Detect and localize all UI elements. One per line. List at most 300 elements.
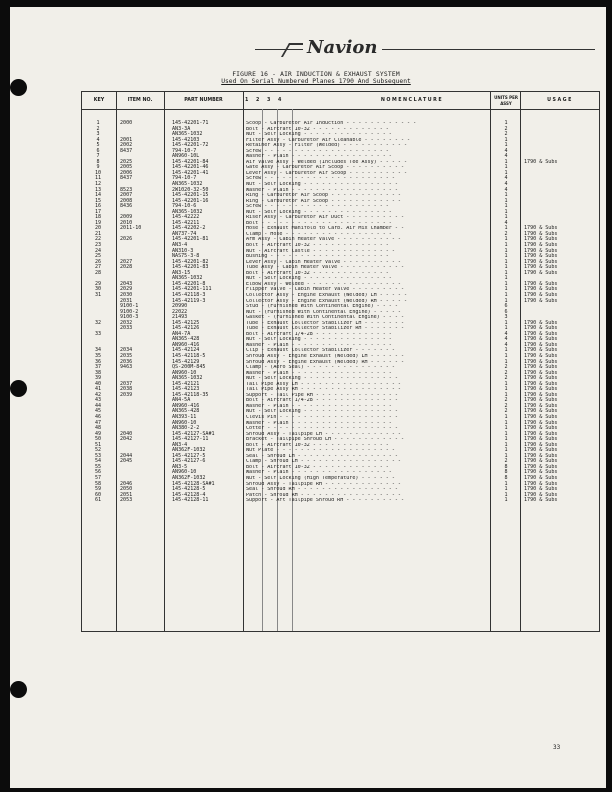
units-cell: 1: [504, 419, 508, 426]
part-number-cell: 145-42201-81: [172, 236, 209, 243]
key-cell: 22: [94, 236, 102, 243]
part-number-cell: 145-42201-71: [172, 120, 209, 126]
key-cell: 13: [94, 186, 102, 193]
nomenclature-cell: Bracket - Tailpipe Shroud LH - - - - - - - - - - - -: [246, 437, 405, 443]
nomenclature-cell: Collector Assy - Engine Exhaust (Welded) LH - - - - -: [246, 292, 408, 298]
part-number-cell: 145-42222: [172, 214, 200, 221]
key-cell: 27: [94, 264, 102, 271]
usage-cell: 1790 & Subs: [524, 491, 558, 498]
key-cell: 20: [94, 225, 102, 232]
units-cell: 1: [504, 280, 508, 287]
item-no-cell: 2031: [120, 297, 133, 304]
units-cell: 1: [504, 242, 508, 249]
nomenclature-cell: Bolt - Aircraft 1/4-28 - - - - - - - - - - - - -: [246, 331, 392, 337]
units-cell: 4: [504, 330, 508, 337]
navion-logo: [255, 35, 595, 65]
item-no-cell: 2038: [120, 386, 133, 393]
item-no-cell: 2043: [120, 280, 133, 287]
item-no-cell: 2035: [120, 352, 133, 359]
key-cell: 7: [96, 153, 100, 160]
key-cell: 43: [94, 397, 102, 404]
key-cell: 12: [94, 181, 102, 188]
units-cell: 3: [504, 314, 508, 321]
units-cell: 4: [504, 153, 508, 160]
key-cell: 56: [94, 469, 102, 476]
part-number-cell: 145-42124: [172, 347, 200, 354]
part-number-cell: AN362F-1032: [172, 475, 206, 481]
usage-cell: 1790 & Subs: [524, 430, 558, 437]
key-cell: 37: [94, 364, 102, 371]
part-number-cell: 145-42127-6: [172, 458, 206, 465]
units-cell: 1: [504, 169, 508, 176]
nomenclature-cell: Elbow Assy - Welded - - - - - - - - - - - - - - - -: [246, 281, 401, 287]
usage-cell: 1790 & Subs: [524, 291, 558, 298]
item-no-cell: 2000: [120, 120, 133, 126]
parts-table: [81, 91, 600, 632]
units-cell: 4: [504, 341, 508, 348]
key-cell: 25: [94, 253, 102, 260]
item-no-cell: 2028: [120, 264, 133, 271]
units-cell: 1: [504, 436, 508, 443]
item-no-cell: 2029: [120, 286, 133, 293]
units-cell: 1: [504, 358, 508, 365]
usage-cell: 1790 & Subs: [524, 347, 558, 354]
usage-cell: 1790 & Subs: [524, 297, 558, 304]
part-number-cell: AN960-416: [172, 341, 200, 348]
usage-cell: 1790 & Subs: [524, 230, 558, 237]
usage-cell: 1790 & Subs: [524, 325, 558, 332]
nomenclature-cell: Gasket - (Furnished With Continental Engine) - - - -: [246, 315, 405, 321]
nomenclature-cell: Nut - Self Locking - - - - - - - - - - - - - - - -: [246, 182, 398, 188]
part-number-cell: AN3-4: [172, 441, 188, 448]
nomenclature-cell: Lever Assy - Cabin Heater Valve - - - - - - - - - -: [246, 259, 401, 265]
key-cell: 33: [94, 330, 102, 337]
usage-cell: 1790 & Subs: [524, 380, 558, 387]
part-number-cell: 145-42118-5: [172, 352, 206, 359]
units-cell: 6: [504, 303, 508, 310]
units-cell: 1: [504, 158, 508, 165]
part-number-cell: AN365-428: [172, 408, 200, 415]
nomenclature-cell: Bushing - - - - - - - - - - - - - - - - - - - -: [246, 254, 389, 260]
usage-cell: 1790 & Subs: [524, 369, 558, 376]
part-number-cell: 145-42201-15: [172, 192, 209, 199]
key-cell: 55: [94, 463, 102, 470]
item-no-cell: 2005: [120, 164, 133, 171]
key-cell: 14: [94, 192, 102, 199]
part-number-cell: AN737-74: [172, 230, 197, 237]
item-no-cell: 2034: [120, 347, 133, 354]
nomenclature-cell: Tube - Exhaust Collector Stabilizer RH - - - - - - -: [246, 326, 405, 332]
item-no-cell: 2040: [120, 430, 133, 437]
key-cell: 3: [96, 131, 100, 138]
item-no-cell: 2009: [120, 214, 133, 221]
nomenclature-cell: Seal - Shroud LH - - - - - - - - - - - - - - - - -: [246, 453, 398, 459]
part-number-cell: 145-42128-SA#1: [172, 480, 215, 487]
table-body: [82, 121, 599, 504]
units-cell: 1: [504, 275, 508, 282]
units-cell: 6: [504, 308, 508, 315]
units-cell: 1: [504, 386, 508, 393]
part-number-cell: 145-42201-82: [172, 258, 209, 265]
units-cell: 1: [504, 497, 508, 504]
nomenclature-cell: Patch - Shroud RH - - - - - - - - - - - - - - - - -: [246, 492, 401, 498]
key-cell: 39: [94, 375, 102, 382]
part-number-cell: 145-42123: [172, 386, 200, 393]
usage-cell: 1790 & Subs: [524, 458, 558, 465]
usage-cell: 1790 & Subs: [524, 375, 558, 382]
units-cell: 1: [504, 491, 508, 498]
units-cell: 1: [504, 164, 508, 171]
nomenclature-cell: Washer - Plain - - - - - - - - - - - - - - - - -: [246, 420, 392, 426]
usage-cell: 1790 & Subs: [524, 452, 558, 459]
nomenclature-cell: Tail Pipe Assy RH - - - - - - - - - - - - - - - - -: [246, 387, 401, 393]
figure-subtitle: Used On Serial Numbered Planes 1790 And Subsequent: [221, 78, 411, 85]
usage-cell: 1790 & Subs: [524, 258, 558, 265]
units-cell: 4: [504, 147, 508, 154]
part-number-cell: 145-42118-3: [172, 291, 206, 298]
part-number-cell: NAS75-3-8: [172, 253, 200, 260]
part-number-cell: 794-10-7: [172, 147, 197, 154]
part-number-cell: AN3-4: [172, 242, 188, 249]
nomenclature-cell: Nut - Aircraft Castle - - - - - - - - - - - - - -: [246, 248, 395, 254]
units-cell: 2: [504, 364, 508, 371]
units-cell: 2: [504, 458, 508, 465]
part-number-cell: 145-42125: [172, 319, 200, 326]
item-no-cell: 2026: [120, 236, 133, 243]
part-number-cell: AN960-10L: [172, 153, 200, 160]
binder-hole: [10, 79, 27, 96]
usage-cell: 1790 & Subs: [524, 319, 558, 326]
nomenclature-cell: Bolt - Aircraft 10-32 - - - - - - - - - - - - -: [246, 270, 389, 276]
usage-cell: 1790 & Subs: [524, 247, 558, 254]
key-cell: 45: [94, 408, 102, 415]
item-no-cell: 8523: [120, 186, 133, 193]
part-number-cell: 145-42201-72: [172, 142, 209, 149]
item-no-cell: 2037: [120, 380, 133, 387]
key-cell: 41: [94, 386, 102, 393]
units-cell: 1: [504, 203, 508, 210]
item-no-cell: 2045: [120, 458, 133, 465]
units-cell: 2: [504, 397, 508, 404]
nomenclature-cell: Nut - Self Locking - - - - - - - - - - - - - - -: [246, 132, 392, 138]
units-cell: 1: [504, 192, 508, 199]
usage-cell: 1790 & Subs: [524, 441, 558, 448]
usage-cell: 1790 & Subs: [524, 242, 558, 249]
item-no-cell: 2044: [120, 452, 133, 459]
part-number-cell: 21493: [172, 314, 188, 321]
key-cell: 19: [94, 219, 102, 226]
nomenclature-cell: Washer - Plain - - - - - - - - - - - - - - - - - -: [246, 187, 398, 193]
item-no-cell: 2006: [120, 169, 133, 176]
key-cell: 28: [94, 269, 102, 276]
units-cell: 1: [504, 352, 508, 359]
key-cell: 17: [94, 208, 102, 215]
item-no-cell: 2030: [120, 291, 133, 298]
units-cell: 1: [504, 430, 508, 437]
part-number-cell: AN3-5: [172, 463, 188, 470]
item-no-cell: 2053: [120, 497, 133, 504]
units-cell: 1: [504, 258, 508, 265]
nomenclature-cell: Nut - Self Locking - - - - - - - - - - - - - - -: [246, 209, 392, 215]
table-header: [82, 92, 599, 110]
nomenclature-cell: Clamp - Hose - - - - - - - - - - - - - - - - - -: [246, 231, 392, 237]
key-cell: 54: [94, 458, 102, 465]
usage-cell: 1790 & Subs: [524, 253, 558, 260]
nomenclature-cell: Arm Assy - Cabin Heater Valve - - - - - - - - - - -: [246, 237, 401, 243]
item-no-cell: 2050: [120, 486, 133, 493]
item-no-cell: 9100-1: [120, 303, 139, 310]
item-no-cell: 2011-10: [120, 225, 142, 232]
nomenclature-cell: Filter Assy - Carburetor Air Cleanable - - - - - - - -: [246, 137, 411, 143]
units-cell: 1: [504, 269, 508, 276]
part-number-cell: AN4-7A: [172, 330, 191, 337]
usage-cell: 1790 & Subs: [524, 225, 558, 232]
key-cell: 57: [94, 475, 102, 481]
usage-cell: 1790 & Subs: [524, 358, 558, 365]
part-number-cell: 145-42201-16: [172, 197, 209, 204]
nomenclature-cell: Nut - Self Locking - - - - - - - - - - - - - - - -: [246, 376, 398, 382]
units-cell: 8: [504, 475, 508, 481]
usage-cell: 1790 & Subs: [524, 286, 558, 293]
key-cell: 24: [94, 247, 102, 254]
key-cell: 18: [94, 214, 102, 221]
units-cell: 2: [504, 408, 508, 415]
part-number-cell: 145-42103: [172, 136, 200, 143]
usage-cell: 1790 & Subs: [524, 336, 558, 343]
usage-cell: 1790 & Subs: [524, 352, 558, 359]
item-no-cell: 2036: [120, 358, 133, 365]
part-number-cell: AN310-3: [172, 247, 194, 254]
key-cell: 31: [94, 291, 102, 298]
usage-cell: 1790 & Subs: [524, 341, 558, 348]
usage-cell: 1790 & Subs: [524, 408, 558, 415]
part-number-cell: AN3-15: [172, 269, 191, 276]
units-cell: 1: [504, 253, 508, 260]
nomenclature-cell: Nut Plate - - - - - - - - - - - - - - - - - - - -: [246, 448, 395, 454]
part-number-cell: AN365-1032: [172, 181, 203, 188]
part-number-cell: AN4-5A: [172, 397, 191, 404]
usage-cell: 1790 & Subs: [524, 475, 558, 481]
units-cell: 1: [504, 286, 508, 293]
item-no-cell: 2001: [120, 136, 133, 143]
nomenclature-cell: Cotter - - - - - - - - - - - - - - - - - - - - - -: [246, 426, 398, 432]
part-number-cell: 22022: [172, 308, 188, 315]
usage-cell: 1790 & Subs: [524, 158, 558, 165]
units-cell: 2: [504, 131, 508, 138]
part-number-cell: 145-42127-5: [172, 452, 206, 459]
key-cell: 30: [94, 286, 102, 293]
part-number-cell: AN960-416: [172, 402, 200, 409]
units-cell: 4: [504, 181, 508, 188]
part-number-cell: 794-10-6: [172, 203, 197, 210]
units-cell: 2: [504, 375, 508, 382]
key-cell: 1: [96, 120, 100, 126]
key-cell: 49: [94, 430, 102, 437]
key-cell: 59: [94, 486, 102, 493]
units-cell: 1: [504, 142, 508, 149]
nomenclature-cell: Clevis Pin - - - - - - - - - - - - - - - - - - - -: [246, 414, 398, 420]
part-number-cell: 145-42127-SA#1: [172, 430, 215, 437]
usage-cell: 1790 & Subs: [524, 364, 558, 371]
key-cell: 8: [96, 158, 100, 165]
key-cell: 47: [94, 419, 102, 426]
nomenclature-cell: Support - Tail Pipe RH - - - - - - - - - - - - - -: [246, 392, 398, 398]
usage-cell: 1790 & Subs: [524, 497, 558, 504]
nomenclature-cell: Shroud Assy - Engine Exhaust (Welded) LH - - - - - -: [246, 353, 405, 359]
parts-list-page: [10, 7, 606, 788]
key-cell: 9: [96, 164, 100, 171]
units-cell: 1: [504, 247, 508, 254]
key-cell: 2: [96, 125, 100, 132]
nomenclature-cell: Screw - - - - - - - - - - - - - - - - - - - - -: [246, 204, 389, 210]
units-cell: 1: [504, 486, 508, 493]
item-no-cell: 2002: [120, 142, 133, 149]
part-number-cell: AN365-1032: [172, 131, 203, 138]
nomenclature-cell: Collector Assy - Engine Exhaust (Welded) RH - - - - -: [246, 298, 408, 304]
usage-cell: 1790 & Subs: [524, 397, 558, 404]
usage-cell: 1790 & Subs: [524, 447, 558, 454]
header-item-no: ITEM NO.: [127, 98, 153, 103]
nomenclature-cell: Clamp - Shroud LH - - - - - - - - - - - - - - - - -: [246, 459, 401, 465]
units-cell: 4: [504, 219, 508, 226]
nomenclature-cell: Gate Assy - Carburetor Air Scoop - - - - - - - - - -: [246, 165, 405, 171]
key-cell: 32: [94, 319, 102, 326]
nomenclature-cell: Tube Assy - Cabin Heater Valve - - - - - - - - - - -: [246, 265, 405, 271]
usage-cell: 1790 & Subs: [524, 463, 558, 470]
part-number-cell: 145-42211: [172, 219, 200, 226]
item-no-cell: 2033: [120, 325, 133, 332]
part-number-cell: 145-42119-3: [172, 297, 206, 304]
nomenclature-cell: Riser Assy - Carburetor Air Duct - - - - - - - - - -: [246, 215, 405, 221]
nomenclature-cell: Nut - Self Locking - - - - - - - - - - - - - - -: [246, 276, 392, 282]
part-number-cell: 2W1020-32-50: [172, 186, 209, 193]
nomenclature-cell: Washer - Plain - - - - - - - - - - - - - - - - -: [246, 403, 392, 409]
nomenclature-cell: Shroud Assy - Tailpipe LH - - - - - - - - - - - - -: [246, 431, 401, 437]
units-cell: 2: [504, 230, 508, 237]
page-number: 33: [553, 744, 561, 751]
key-cell: 38: [94, 369, 102, 376]
key-cell: 36: [94, 358, 102, 365]
nomenclature-cell: Washer - Plain - - - - - - - - - - - - - - - - -: [246, 370, 392, 376]
usage-cell: 1790 & Subs: [524, 386, 558, 393]
part-number-cell: 145-42201-46: [172, 164, 209, 171]
units-cell: 1: [504, 325, 508, 332]
part-number-cell: 145-42201-41: [172, 169, 209, 176]
nomenclature-cell: Washer - Plain - - - - - - - - - - - - - - - - -: [246, 342, 392, 348]
part-number-cell: AN380-2-2: [172, 425, 200, 432]
nomenclature-cell: Hose - Exhaust Manifold to Carb. Air Mix Chamber - -: [246, 226, 405, 232]
header-part-number: PART NUMBER: [184, 98, 223, 103]
part-number-cell: AN393-11: [172, 413, 197, 420]
units-cell: 1: [504, 480, 508, 487]
nomenclature-cell: Bolt - Aircraft 10-32 - - - - - - - - - - - - -: [246, 442, 389, 448]
part-number-cell: AN3-3A: [172, 125, 191, 132]
part-number-cell: AN960-10: [172, 369, 197, 376]
figure-title: FIGURE 16 - AIR INDUCTION & EXHAUST SYSTEM: [232, 71, 400, 78]
nomenclature-cell: Stud - (Furnished With Continental Engine) - - - -: [246, 304, 398, 310]
key-cell: 11: [94, 175, 102, 182]
key-cell: 23: [94, 242, 102, 249]
key-cell: 21: [94, 230, 102, 237]
nomenclature-cell: Clamp - (Aero Seal) - - - - - - - - - - - - - - -: [246, 365, 395, 371]
part-number-cell: AN365-428: [172, 336, 200, 343]
units-cell: 4: [504, 336, 508, 343]
key-cell: 15: [94, 197, 102, 204]
units-cell: 8: [504, 469, 508, 476]
item-no-cell: 2046: [120, 480, 133, 487]
nomenclature-cell: Support - Aft Tailpipe Shroud RH - - - - - - - - - -: [246, 498, 405, 504]
nomenclature-cell: Nut - Self Locking - - - - - - - - - - - - - - -: [246, 337, 392, 343]
part-number-cell: AN365-1032: [172, 208, 203, 215]
part-number-cell: AN960-10: [172, 419, 197, 426]
units-cell: 1: [504, 391, 508, 398]
part-number-cell: 145-42201-8: [172, 280, 206, 287]
part-number-cell: 145-42127-11: [172, 436, 209, 443]
nomenclature-cell: Screw - - - - - - - - - - - - - - - - - - - - - -: [246, 176, 395, 182]
part-number-cell: 794-10-7: [172, 175, 197, 182]
part-number-cell: 145-42118-35: [172, 391, 209, 398]
key-cell: 34: [94, 347, 102, 354]
nomenclature-cell: Bolt - Aircraft 10-32 - - - - - - - - - - - - -: [246, 243, 389, 249]
units-cell: 8: [504, 463, 508, 470]
item-no-cell: 2051: [120, 491, 133, 498]
usage-cell: 1790 & Subs: [524, 236, 558, 243]
units-cell: 2: [504, 125, 508, 132]
key-cell: 26: [94, 258, 102, 265]
key-cell: 40: [94, 380, 102, 387]
key-cell: 42: [94, 391, 102, 398]
binder-hole: [10, 380, 27, 397]
item-no-cell: 2032: [120, 319, 133, 326]
units-cell: 1: [504, 264, 508, 271]
nomenclature-cell: Washer - Plain - - - - - - - - - - - - - - - - -: [246, 154, 392, 160]
units-cell: 1: [504, 347, 508, 354]
nomenclature-cell: Shroud Assy - Tailpipe RH - - - - - - - - - - - - -: [246, 481, 401, 487]
part-number-cell: 145-42121: [172, 380, 200, 387]
part-number-cell: QS-200M-845: [172, 364, 206, 371]
part-number-cell: AN365-1032: [172, 375, 203, 382]
key-cell: 51: [94, 441, 102, 448]
nomenclature-cell: Flipper Valve - Cabin Heater Valve - - - - - - - - -: [246, 287, 405, 293]
usage-cell: 1790 & Subs: [524, 436, 558, 443]
key-cell: 50: [94, 436, 102, 443]
key-cell: 6: [96, 147, 100, 154]
units-cell: 1: [504, 425, 508, 432]
key-cell: 58: [94, 480, 102, 487]
nomenclature-cell: Bolt - Aircraft 10-32 - - - - - - - - - - - - -: [246, 464, 389, 470]
key-cell: 46: [94, 413, 102, 420]
nomenclature-cell: Air Valve Assy - Welded (Includes Tee Assy) - - - - -: [246, 159, 408, 165]
nomenclature-cell: Ring - Carburetor Air Scoop - - - - - - - - - - - -: [246, 193, 401, 199]
units-cell: 1: [504, 447, 508, 454]
key-cell: 60: [94, 491, 102, 498]
item-no-cell: 8437: [120, 175, 133, 182]
binder-hole: [10, 681, 27, 698]
usage-cell: 1790 & Subs: [524, 425, 558, 432]
usage-cell: 1790 & Subs: [524, 413, 558, 420]
nomenclature-cell: Tail Pipe Assy LH - - - - - - - - - - - - - - - - -: [246, 381, 401, 387]
nomenclature-cell: Washer - Plain - - - - - - - - - - - - - - - - -: [246, 470, 392, 476]
units-cell: 1: [504, 291, 508, 298]
usage-cell: 1790 & Subs: [524, 469, 558, 476]
part-number-cell: 145-42129: [172, 358, 200, 365]
nomenclature-cell: Nut - Self Locking (High Temperature) - - - - - -: [246, 476, 395, 481]
part-number-cell: AN365-1032: [172, 275, 203, 282]
usage-cell: 1790 & Subs: [524, 391, 558, 398]
item-no-cell: 8437: [120, 147, 133, 154]
nomenclature-cell: Lever Assy - Carburetor Air Scoop - - - - - - - - - -: [246, 170, 408, 176]
usage-cell: 1790 & Subs: [524, 486, 558, 493]
